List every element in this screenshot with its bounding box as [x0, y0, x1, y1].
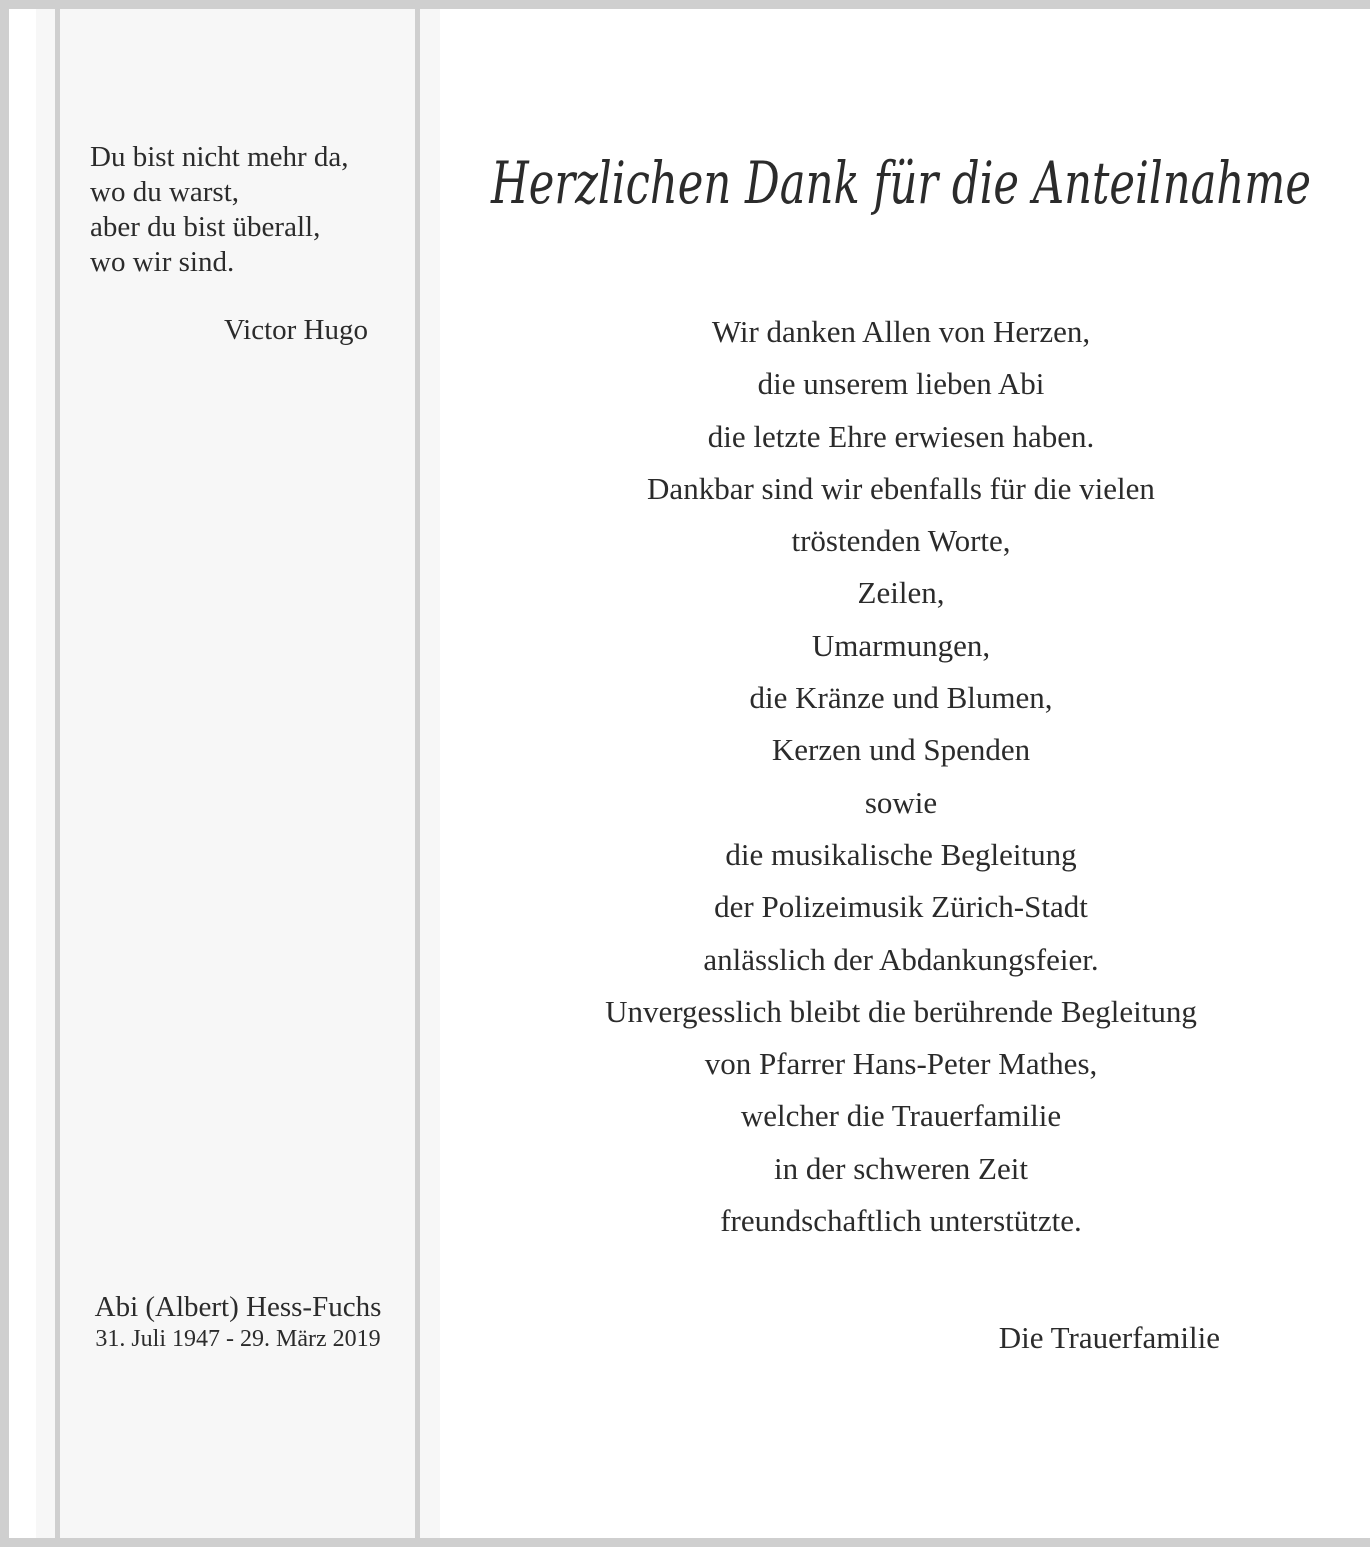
message-line: die unserem lieben Abi [757, 366, 1045, 402]
quote-line: aber du bist überall, [90, 211, 321, 243]
quote-line: wo wir sind. [90, 246, 235, 278]
message-line: Kerzen und Spenden [771, 732, 1031, 768]
message-line: die letzte Ehre erwiesen haben. [707, 418, 1095, 454]
signature: Die Trauerfamilie [998, 1320, 1220, 1355]
message-line: Dankbar sind wir ebenfalls für die vielen [647, 470, 1155, 506]
quote-author: Victor Hugo [223, 314, 368, 346]
quote-line: wo du warst, [90, 176, 240, 208]
deceased-dates: 31. Juli 1947 - 29. März 2019 [95, 1326, 381, 1352]
message-line: Zeilen, [857, 575, 945, 611]
deceased-info [60, 1290, 416, 1354]
message-line: freundschaftlich unterstützte. [720, 1203, 1082, 1239]
message-line: tröstenden Worte, [791, 523, 1011, 559]
message-line: anlässlich der Abdankungsfeier. [703, 941, 1099, 977]
message-line: Umarmungen, [811, 627, 991, 663]
deceased-name: Abi (Albert) Hess-Fuchs [94, 1291, 382, 1323]
headline-text: Herzlichen Dank für die Anteilnahme [490, 149, 1311, 217]
quote [90, 140, 380, 280]
message-line: in der schweren Zeit [774, 1150, 1028, 1186]
headline [440, 135, 1370, 235]
message-line: die musikalische Begleitung [725, 836, 1077, 872]
message-line: der Polizeimusik Zürich-Stadt [714, 889, 1088, 925]
message-line: Unvergesslich bleibt die berührende Begleitung [605, 993, 1197, 1029]
quote-line: Du bist nicht mehr da, [90, 141, 349, 173]
headline-script [440, 135, 1370, 235]
message-line: von Pfarrer Hans-Peter Mathes, [704, 1046, 1098, 1082]
message-line: die Kränze und Blumen, [749, 680, 1053, 716]
message-line: welcher die Trauerfamilie [740, 1098, 1062, 1134]
message [550, 306, 1252, 1247]
message-line: sowie [864, 784, 938, 820]
message-line: Wir danken Allen von Herzen, [711, 314, 1091, 349]
